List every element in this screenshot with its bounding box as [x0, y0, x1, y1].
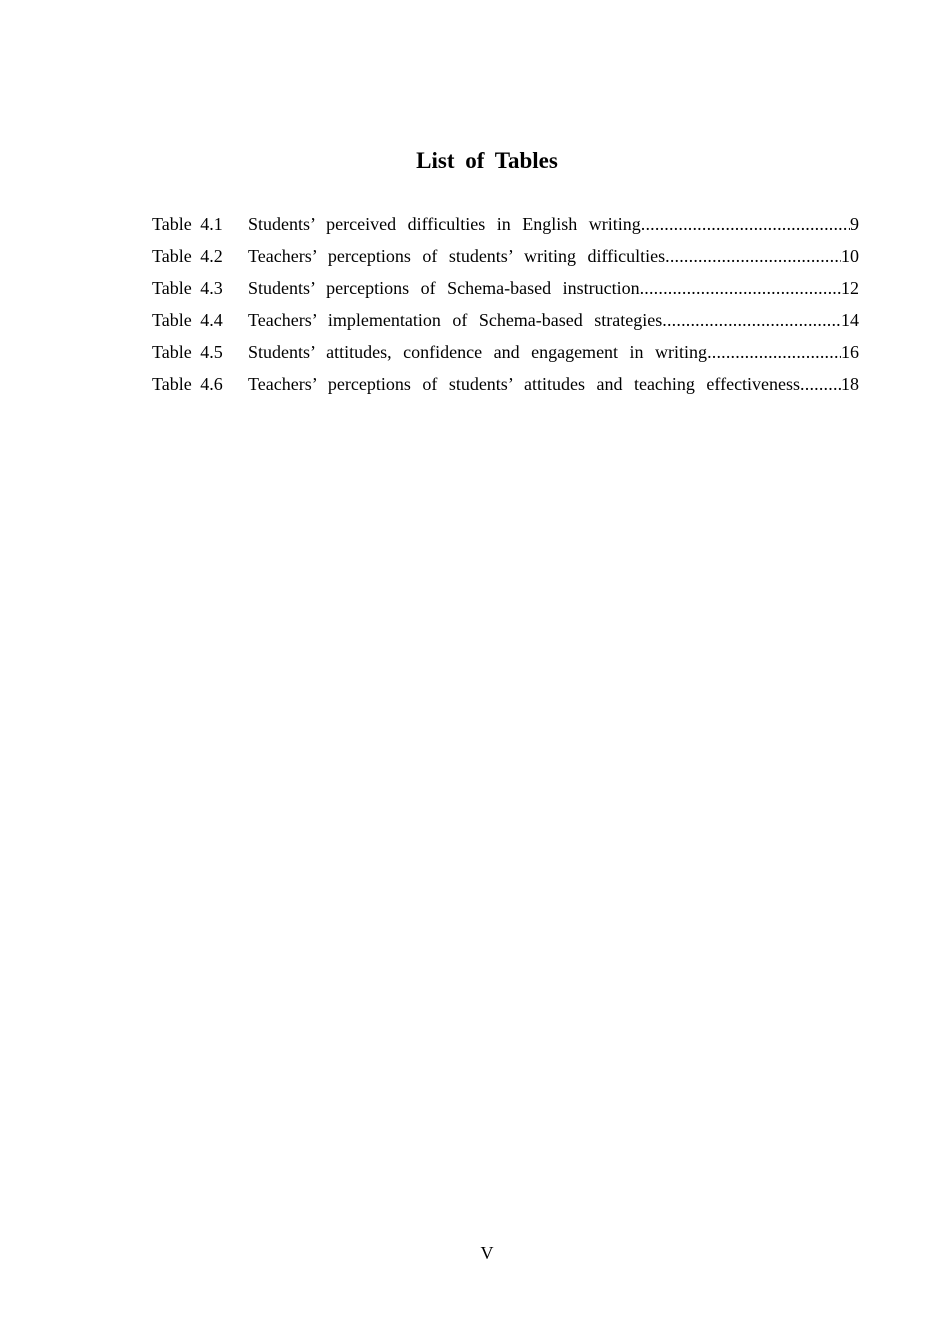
toc-entry-title: Students’ perceived difficulties in English writing	[248, 214, 641, 234]
dot-leader	[707, 342, 841, 363]
toc-entry-label: Table 4.6	[152, 374, 223, 394]
toc-entry-page: 9	[850, 214, 859, 234]
dot-leader	[800, 374, 841, 395]
toc-entry-title: Students’ attitudes, confidence and engagement in writing	[248, 342, 708, 362]
page-title: List of Tables	[416, 148, 558, 173]
toc-entry-table-4-2[interactable]	[152, 246, 859, 278]
toc-entry-page: 10	[841, 246, 859, 266]
toc-entry-page: 16	[841, 342, 859, 362]
toc-entry-label: Table 4.5	[152, 342, 223, 362]
dot-leader	[640, 278, 841, 299]
toc-entry-table-4-3[interactable]	[152, 278, 859, 310]
toc-entry-label: Table 4.2	[152, 246, 223, 266]
toc-entry-table-4-5[interactable]	[152, 342, 859, 374]
list-of-tables	[152, 214, 859, 406]
toc-entry-title: Teachers’ perceptions of students’ writing difficulties	[248, 246, 666, 266]
toc-entry-label: Table 4.1	[152, 214, 223, 234]
toc-entry-table-4-6[interactable]	[152, 374, 859, 406]
page-number: V	[480, 1243, 494, 1263]
dot-leader	[662, 310, 841, 331]
dot-leader	[665, 246, 841, 267]
toc-entry-title: Teachers’ implementation of Schema-based strategies	[248, 310, 663, 330]
toc-entry-label: Table 4.3	[152, 278, 223, 298]
toc-entry-page: 12	[841, 278, 859, 298]
toc-entry-label: Table 4.4	[152, 310, 223, 330]
toc-entry-page: 14	[841, 310, 859, 330]
toc-entry-page: 18	[841, 374, 859, 394]
toc-entry-table-4-1[interactable]	[152, 214, 859, 246]
toc-entry-title: Students’ perceptions of Schema-based instruction	[248, 278, 640, 298]
dot-leader	[641, 214, 850, 235]
toc-entry-title: Teachers’ perceptions of students’ attitudes and teaching effectiveness	[248, 374, 801, 394]
toc-entry-table-4-4[interactable]	[152, 310, 859, 342]
